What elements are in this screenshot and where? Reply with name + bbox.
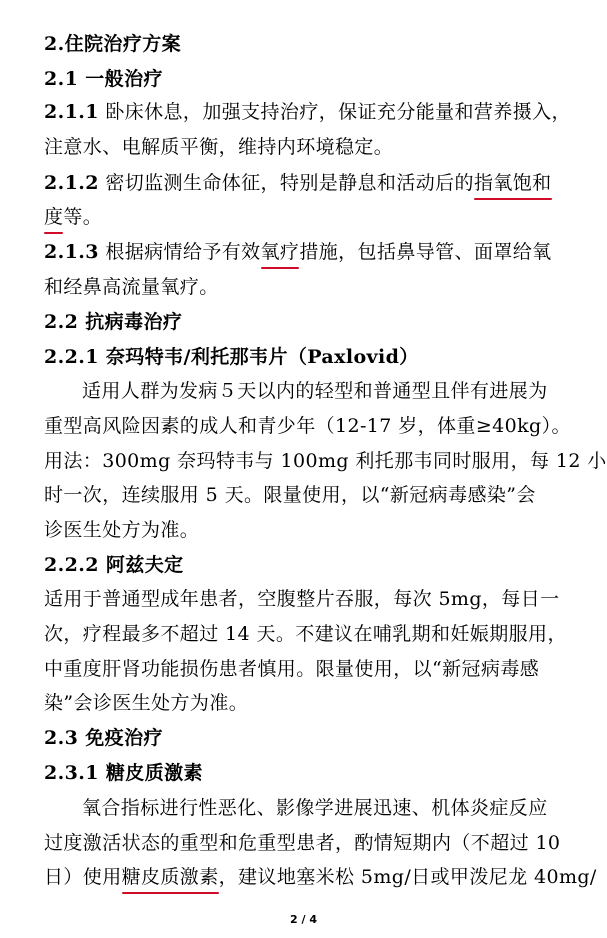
paragraph-2-2-2-line4: 染”会诊医生处方为准。 xyxy=(44,692,249,714)
section-title-2: 2.住院治疗方案 xyxy=(44,33,182,55)
paragraph-text: 日）使用 xyxy=(44,866,122,888)
paragraph-2-2-2-line3: 中重度肝肾功能损伤患者慎用。限量使用，以“新冠病毒感 xyxy=(44,658,540,680)
section-title-2-2: 2.2 抗病毒治疗 xyxy=(44,311,183,333)
paragraph-2-2-1-line2: 重型高风险因素的成人和青少年（12-17 岁，体重≥40kg）。 xyxy=(44,415,571,437)
section-title-2-3-1: 2.3.1 糖皮质激素 xyxy=(44,762,203,784)
item-number: 2.1.1 xyxy=(44,101,99,123)
item-number: 2.1.2 xyxy=(44,172,99,194)
page-number: 2 / 4 xyxy=(290,913,317,926)
paragraph-2-3-1-line3 xyxy=(44,866,597,888)
paragraph-2-3-1-line1: 氧合指标进行性恶化、影像学进展迅速、机体炎症反应 xyxy=(82,797,548,819)
section-title-2-3: 2.3 免疫治疗 xyxy=(44,727,163,749)
paragraph-text: ，建议地塞米松 5mg/日或甲泼尼龙 40mg/ xyxy=(218,866,597,888)
paragraph-2-1-2-line1 xyxy=(44,172,552,194)
paragraph-2-2-2-line2: 次，疗程最多不超过 14 天。不建议在哺乳期和妊娠期服用， xyxy=(44,623,567,645)
section-title-2-1: 2.1 一般治疗 xyxy=(44,68,163,90)
highlight-underline: 度 xyxy=(44,206,64,228)
paragraph-2-1-1-line2: 注意水、电解质平衡，维持内环境稳定。 xyxy=(44,136,394,158)
paragraph-text: 措施，包括鼻导管、面罩给氧 xyxy=(299,241,552,263)
section-title-2-2-1: 2.2.1 奈玛特韦/利托那韦片（Paxlovid） xyxy=(44,346,419,368)
paragraph-text: 卧床休息，加强支持治疗，保证充分能量和营养摄入， xyxy=(98,101,571,123)
paragraph-2-1-1-line1 xyxy=(44,101,571,123)
paragraph-2-2-1-line1: 适用人群为发病５天以内的轻型和普通型且伴有进展为 xyxy=(82,380,548,402)
paragraph-2-2-2-line1: 适用于普通型成年患者，空腹整片吞服，每次 5mg，每日一 xyxy=(44,588,560,610)
section-title-2-2-2: 2.2.2 阿兹夫定 xyxy=(44,554,184,576)
paragraph-2-2-1-line5: 诊医生处方为准。 xyxy=(44,519,200,541)
highlight-underline: 指氧饱和 xyxy=(473,172,552,194)
paragraph-2-1-3-line1 xyxy=(44,241,552,263)
paragraph-text: 根据病情给予有效 xyxy=(98,241,261,263)
paragraph-2-2-1-line3: 用法：300mg 奈玛特韦与 100mg 利托那韦同时服用，每 12 小 xyxy=(44,450,607,472)
highlight-underline: 氧疗 xyxy=(260,241,300,263)
paragraph-text: 密切监测生命体征，特别是静息和活动后的 xyxy=(98,172,474,194)
paragraph-2-1-3-line2: 和经鼻高流量氧疗。 xyxy=(44,276,219,298)
paragraph-2-2-1-line4: 时一次，连续服用 5 天。限量使用，以“新冠病毒感染”会 xyxy=(44,484,536,506)
paragraph-2-3-1-line2: 过度激活状态的重型和危重型患者，酌情短期内（不超过 10 xyxy=(44,832,561,854)
highlight-underline: 糖皮质激素 xyxy=(121,866,219,888)
paragraph-2-1-2-line2 xyxy=(44,206,102,228)
item-number: 2.1.3 xyxy=(44,241,99,263)
paragraph-text: 等。 xyxy=(63,206,103,228)
